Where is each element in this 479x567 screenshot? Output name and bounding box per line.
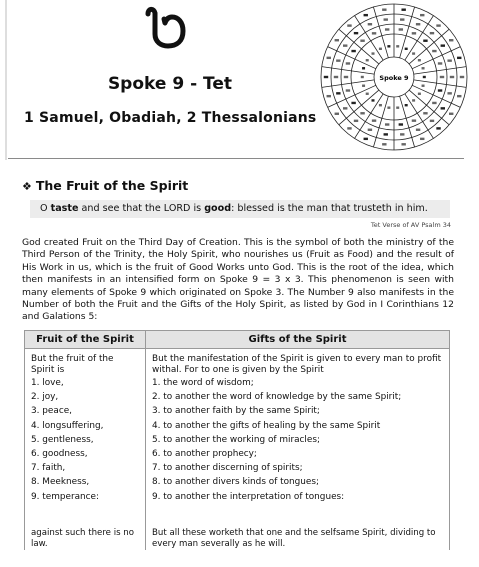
gift-item: 9. to another the interpretation of tongues: — [152, 491, 345, 502]
wheel-cell-mark — [432, 102, 436, 104]
wheel-cell-mark — [438, 89, 442, 91]
wheel-cell-mark — [441, 44, 445, 46]
wheel-cell-mark — [405, 104, 408, 106]
fruit-item: 6. goodness, — [31, 448, 88, 459]
wheel-cell-mark — [400, 18, 404, 20]
wheel-cell-mark — [457, 95, 461, 97]
wheel-cell-mark — [412, 52, 415, 54]
wheel-cell-mark — [336, 59, 340, 61]
wheel-cell-mark — [441, 107, 445, 109]
wheel-cell-mark — [432, 50, 436, 52]
verse-text — [40, 203, 428, 214]
verse-reference: Tet Verse of AV Psalm 34 — [370, 221, 451, 229]
section-divider — [8, 158, 464, 159]
wheel-cell-mark — [430, 120, 434, 122]
wheel-cell-mark — [354, 120, 358, 122]
fruit-item: 8. Meekness, — [31, 477, 90, 488]
wheel-cell-mark — [418, 93, 421, 95]
wheel-cell-mark — [379, 48, 382, 50]
wheel-cell-mark — [449, 39, 453, 41]
fruit-list — [31, 376, 139, 504]
wheel-cell-mark — [416, 129, 420, 131]
wheel-spoke-line — [322, 80, 374, 88]
wheel-cell-mark — [327, 95, 331, 97]
wheel-cell-mark — [362, 85, 365, 87]
wheel-cell-mark — [412, 99, 415, 101]
section-heading — [22, 178, 188, 193]
wheel-cell-mark — [351, 102, 355, 104]
wheel-center-label: Spoke 9 — [379, 74, 409, 82]
wheel-cell-mark — [423, 76, 426, 78]
wheel-cell-mark — [351, 50, 355, 52]
fruit-closing: against such there is no law. — [31, 527, 134, 549]
wheel-cell-mark — [360, 112, 364, 114]
wheel-cell-mark — [371, 52, 374, 54]
wheel-cell-mark — [361, 76, 364, 78]
wheel-cell-mark — [449, 113, 453, 115]
wheel-cell-mark — [372, 119, 376, 121]
gifts-column-header: Gifts of the Spirit — [146, 331, 450, 349]
gifts-closing: But all these worketh that one and the selfsame Spirit, dividing to every man severally as he will. — [152, 527, 436, 549]
fruit-intro: But the fruit of the Spirit is — [31, 354, 114, 375]
wheel-cell-mark — [460, 76, 464, 78]
wheel-cell-mark — [412, 119, 416, 121]
hebrew-letter-tet-glyph — [142, 4, 192, 52]
wheel-cell-mark — [366, 93, 369, 95]
gift-item: 2. to another the word of knowledge by the same Spirit; — [152, 392, 402, 403]
wheel-cell-mark — [346, 62, 350, 64]
wheel-cell-mark — [423, 112, 427, 114]
wheel-cell-mark — [405, 48, 408, 50]
fruit-item: 2. joy, — [31, 392, 59, 403]
wheel-cell-mark — [364, 14, 368, 16]
gift-item: 3. to another faith by the same Spirit; — [152, 406, 320, 417]
wheel-cell-mark — [368, 23, 372, 25]
gift-item: 6. to another prophecy; — [152, 448, 257, 459]
wheel-cell-mark — [387, 106, 390, 108]
decorative-side-rule — [0, 0, 8, 160]
wheel-cell-mark — [364, 138, 368, 140]
wheel-cell-mark — [422, 67, 425, 69]
wheel-cell-mark — [418, 59, 421, 61]
bible-wheel-diagram — [315, 2, 473, 152]
wheel-cell-mark — [385, 28, 389, 30]
wheel-cell-mark — [396, 106, 399, 108]
wheel-cell-mark — [440, 76, 444, 78]
verse-part: O — [40, 203, 51, 214]
wheel-cell-mark — [334, 76, 338, 78]
wheel-cell-mark — [438, 62, 442, 64]
wheel-cell-mark — [401, 8, 405, 10]
wheel-cell-mark — [401, 143, 405, 145]
wheel-cell-mark — [372, 32, 376, 34]
wheel-cell-mark — [447, 92, 451, 94]
wheel-cell-mark — [362, 67, 365, 69]
wheel-cell-mark — [387, 45, 390, 47]
verse-bold-word: taste — [50, 203, 79, 214]
wheel-cell-mark — [447, 59, 451, 61]
wheel-cell-mark — [335, 113, 339, 115]
wheel-cell-mark — [366, 59, 369, 61]
fruit-column — [25, 349, 146, 550]
wheel-cell-mark — [343, 107, 347, 109]
gift-item: 4. to another the gifts of healing by the same Spirit — [152, 420, 381, 431]
fruit-item: 1. love, — [31, 378, 64, 388]
wheel-cell-mark — [335, 39, 339, 41]
wheel-cell-mark — [324, 76, 328, 78]
wheel-cell-mark — [368, 129, 372, 131]
fruit-item: 4. longsuffering, — [31, 420, 104, 431]
wheel-cell-mark — [384, 133, 388, 135]
wheel-cell-mark — [336, 92, 340, 94]
wheel-cell-mark — [457, 57, 461, 59]
fruit-item: 7. faith, — [31, 463, 66, 474]
section-heading-text: The Fruit of the Spirit — [35, 178, 189, 193]
fruit-item: 9. temperance: — [31, 491, 100, 502]
wheel-cell-mark — [400, 133, 404, 135]
wheel-cell-mark — [346, 89, 350, 91]
wheel-cell-mark — [422, 85, 425, 87]
gifts-column — [146, 349, 450, 550]
wheel-cell-mark — [416, 23, 420, 25]
wheel-cell-mark — [399, 28, 403, 30]
verse-part: : blessed is the man that trusteth in him. — [231, 203, 428, 214]
fruit-item: 5. gentleness, — [31, 434, 94, 445]
wheel-cell-mark — [347, 127, 351, 129]
wheel-cell-mark — [382, 8, 386, 10]
wheel-cell-mark — [385, 123, 389, 125]
gifts-list — [152, 376, 443, 504]
body-paragraph: God created Fruit on the Third Day of Creation. This is the symbol of both the ministry of the Third Person of the Trinity, the Holy Spirit, who nourishes us (Fruit as Food) and the result of His Work in us, which is the fruit of Good Works unto God. This is the root of the idea, which then manifests in an intensified form on Spoke 9 = 3 x 3. This phenomenon is seen with many elements of Spoke 9 which originated on Spoke 3. The Number 9 also manifests in the Number of both the Fruit and the Gifts of the Holy Spirit, as listed by God in I Corinthians 12 and Galations 5: — [22, 237, 454, 323]
wheel-cell-mark — [412, 32, 416, 34]
fruit-column-header: Fruit of the Spirit — [25, 331, 146, 349]
wheel-cell-mark — [382, 143, 386, 145]
wheel-cell-mark — [343, 44, 347, 46]
verse-bold-word: good — [204, 203, 232, 214]
diamond-bullet-icon: ❖ — [22, 180, 32, 193]
wheel-cell-mark — [420, 138, 424, 140]
wheel-cell-mark — [347, 24, 351, 26]
wheel-cell-mark — [360, 40, 364, 42]
gift-item: 8. to another divers kinds of tongues; — [152, 477, 320, 488]
wheel-cell-mark — [423, 40, 427, 42]
wheel-cell-mark — [344, 76, 348, 78]
wheel-cell-mark — [384, 18, 388, 20]
wheel-cell-mark — [396, 45, 399, 47]
wheel-cell-mark — [371, 99, 374, 101]
book-list: 1 Samuel, Obadiah, 2 Thessalonians — [24, 110, 317, 126]
wheel-spoke-line — [322, 67, 374, 75]
wheel-cell-mark — [327, 57, 331, 59]
gift-item: 1. the word of wisdom; — [152, 378, 254, 388]
gift-item: 5. to another the working of miracles; — [152, 434, 320, 445]
wheel-cell-mark — [430, 32, 434, 34]
wheel-cell-mark — [354, 32, 358, 34]
wheel-cell-mark — [399, 123, 403, 125]
gifts-intro: But the manifestation of the Spirit is given to every man to profit withal. For to one is given by the Spirit — [152, 354, 442, 375]
wheel-cell-mark — [450, 76, 454, 78]
wheel-cell-mark — [436, 127, 440, 129]
fruit-item: 3. peace, — [31, 406, 72, 417]
fruit-gifts-table — [24, 330, 450, 550]
wheel-cell-mark — [420, 14, 424, 16]
gift-item: 7. to another discerning of spirits; — [152, 463, 303, 474]
wheel-cell-mark — [436, 24, 440, 26]
verse-part: and see that the LORD is — [78, 203, 205, 214]
page-title: Spoke 9 - Tet — [107, 74, 233, 94]
wheel-cell-mark — [379, 104, 382, 106]
